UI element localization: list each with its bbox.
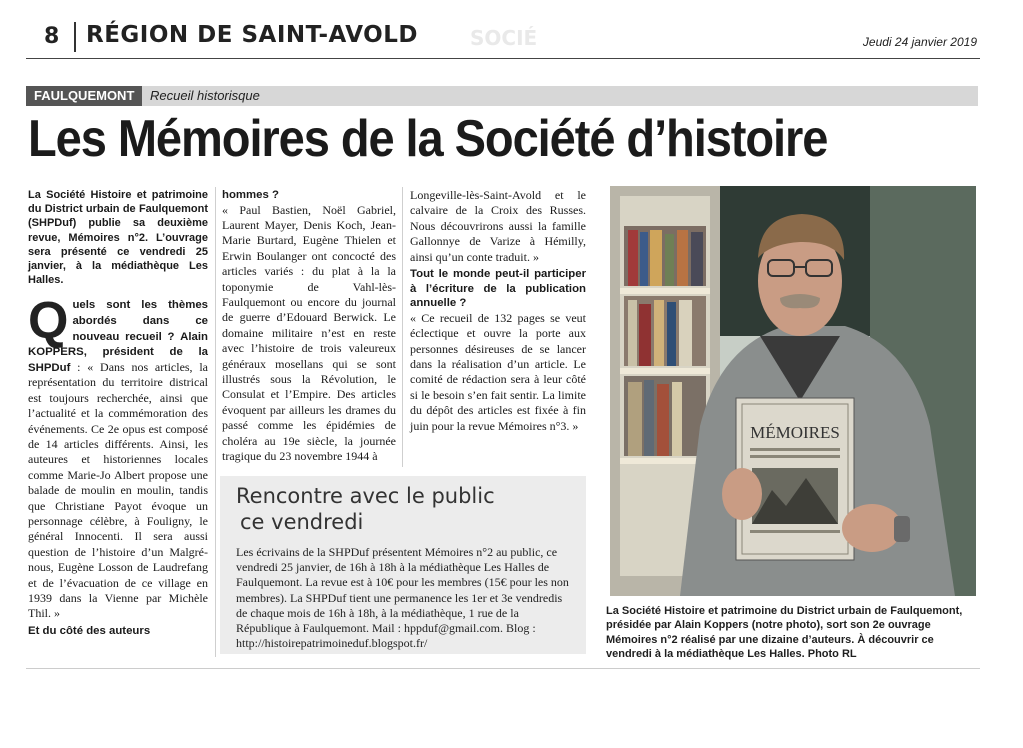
- article-body: « Paul Bastien, Noël Gabriel, Laurent Mayer, Denis Koch, Jean-Marie Burtard, Eugène Thielen et Erwin Boulanger ont concocté des articles variés : du plat à la la toponymie de Vahl-lès-Faulquemont ou encore du journal de guerre d’Edouard Berwick. Le domaine militaire n’est en reste avec l’histoire de trois valeureux généraux mosellans qui se sont illustrés sous la Révolution, le Consulat et l’Empire. Des articles évoquent par ailleurs les drames du passé comme les épidémies de choléra au 19e siècle, la journée tragique du 23 novembre 1944 à: [222, 202, 396, 464]
- header-divider: [74, 22, 76, 52]
- header-rule: [26, 58, 980, 59]
- section-title: RÉGION DE SAINT-AVOLD: [86, 22, 418, 48]
- article-lead: La Société Histoire et patrimoine du District urbain de Faulquemont (SHPDuf) publie sa deuxième revue, Mémoires n°2. L’ouvrage sera présenté ce vendredi 25 janvier, à la médiathèque Les Halles.: [28, 189, 208, 287]
- column-rule: [402, 187, 403, 467]
- interview-question: Tout le monde peut-il participer à l’écriture de la publication annuelle ?: [410, 268, 586, 310]
- photo-illustration: [610, 186, 976, 596]
- book-title: MÉMOIRES: [750, 423, 840, 442]
- column-rule: [215, 187, 216, 657]
- dropcap: Q: [28, 292, 69, 351]
- kicker-town: FAULQUEMONT: [26, 86, 142, 106]
- subhead: Et du côté des auteurs: [28, 624, 151, 637]
- headline: Les Mémoires de la Société d’histoire: [28, 110, 828, 168]
- page-number: 8: [44, 24, 60, 49]
- issue-date: Jeudi 24 janvier 2019: [862, 35, 977, 49]
- interview-answer: « Ce recueil de 132 pages se veut éclectique et ouvre la porte aux personnes désireuses de se lancer dans la réalisation d’un article. Le comité de rédaction sera à leur côté si le besoin s’en fait sentir. La limite du dépôt des articles est fixée à fin juin pour la revue Mémoires n°3. »: [410, 310, 586, 433]
- bleed-through-text: SOCIÉ: [470, 26, 538, 50]
- bottom-rule: [26, 668, 980, 669]
- article-body: Longeville-lès-Saint-Avold et le calvaire de la Croix des Russes. Nous découvrirons aussi la famille Gallonnye de Varize à Hémilly, ainsi qu’un conte traduit. »: [410, 188, 586, 264]
- portrait-photo: [610, 186, 976, 596]
- kicker-subtitle: Recueil historisque: [150, 88, 260, 103]
- subhead-continued: hommes ?: [222, 189, 279, 201]
- interview-answer: : « Dans nos articles, la représentation du territoire districal est toujours recherchée, ainsi que l’actualité et la commémoration des événements. Ce 2e opus est composé de 14 articles différents. Ainsi, les auteures et historiennes locales comme Marie-Jo Albert propose une balade de moulin en moulin, tandis que Christiane Payot évoque un personnage célèbre, à Fouligny, le général Innocenti. Il sera aussi question de l’histoire d’un Malgré-nous, Eugène Losson de Laudrefang et de l’évacuation de ce village en 1939 dans la Vienne par Michèle Thil. »: [28, 359, 208, 621]
- info-box-text: Les écrivains de la SHPDuf présentent Mémoires n°2 au public, ce vendredi 25 janvier, de 16h à 18h à la médiathèque Les Halles de Faulquemont. La revue est à 10€ pour les membres (15€ pour les non membres). La SHPDuf tient une permanence les 1er et 3e vendredis de chaque mois de 16h à 18h, à la médiathèque, 1 rue de la République à Faulquemont. Mail : hppduf@gmail.com. Blog : http://histoirepatrimoineduf.blogspot.fr/: [236, 545, 569, 651]
- info-box-title: Rencontre avec le public ce vendredi: [236, 484, 495, 534]
- interview-question: uels sont les thèmes abordés dans ce nouveau recueil ?: [72, 299, 208, 343]
- article-column-3: [410, 188, 586, 434]
- article-column-2: [222, 188, 396, 465]
- speaker-name: Alain KOPPERS, président de la SHPDuf: [28, 330, 208, 374]
- photo-caption: La Société Histoire et patrimoine du District urbain de Faulquemont, présidée par Alain Koppers (notre photo), sort son 2e ouvrage Mémoires n°2 réalisé par une dizaine d’auteurs. À découvrir ce vendredi à la médiathèque Les Halles. Photo RL: [606, 605, 963, 661]
- article-column-1: [28, 188, 208, 638]
